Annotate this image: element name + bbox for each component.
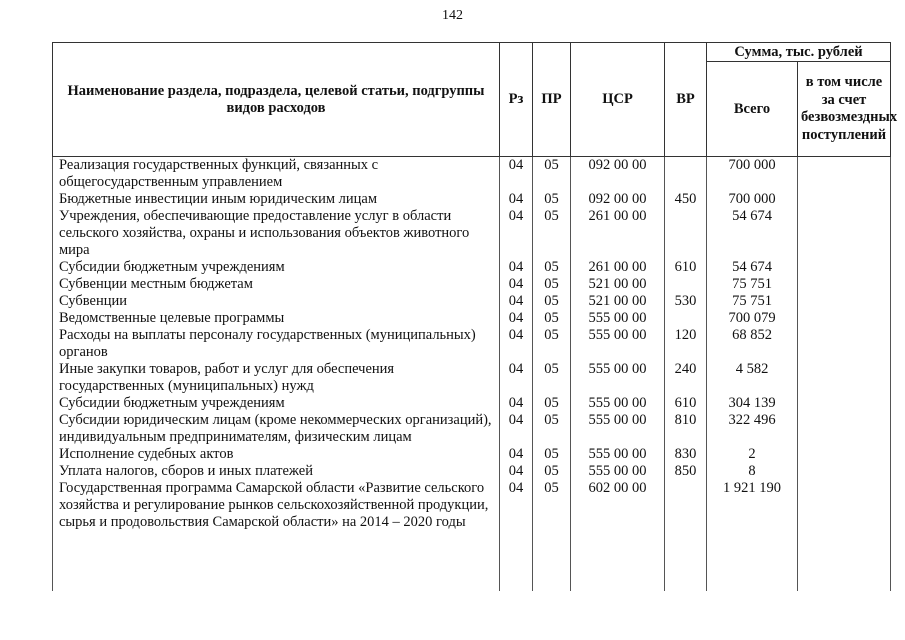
row-name: Субвенции — [53, 293, 500, 310]
row-csr: 555 00 00 — [571, 327, 665, 361]
row-pr: 05 — [533, 208, 571, 259]
row-total: 304 139 — [707, 395, 798, 412]
row-pr: 05 — [533, 327, 571, 361]
row-incl — [798, 463, 891, 480]
row-vr — [665, 157, 707, 192]
row-rz: 04 — [500, 361, 533, 395]
row-pr: 05 — [533, 412, 571, 446]
row-rz: 04 — [500, 293, 533, 310]
row-rz: 04 — [500, 191, 533, 208]
row-vr: 610 — [665, 259, 707, 276]
filler-cell — [665, 531, 707, 591]
row-total: 4 582 — [707, 361, 798, 395]
filler-cell — [571, 531, 665, 591]
header-name: Наименование раздела, подраздела, целевой статьи, подгруппы видов расходов — [53, 43, 500, 157]
header-total: Всего — [707, 62, 798, 157]
row-name: Уплата налогов, сборов и иных платежей — [53, 463, 500, 480]
row-pr: 05 — [533, 310, 571, 327]
table-row — [53, 361, 891, 395]
row-csr: 092 00 00 — [571, 191, 665, 208]
table-row — [53, 310, 891, 327]
row-vr: 610 — [665, 395, 707, 412]
row-rz: 04 — [500, 157, 533, 192]
filler-cell — [798, 531, 891, 591]
row-pr: 05 — [533, 446, 571, 463]
row-total: 54 674 — [707, 208, 798, 259]
row-total: 2 — [707, 446, 798, 463]
row-name: Ведомственные целевые программы — [53, 310, 500, 327]
row-total: 1 921 190 — [707, 480, 798, 531]
row-vr: 830 — [665, 446, 707, 463]
header-incl: в том числе за счет безвозмездных поступлений — [798, 62, 891, 157]
table-row — [53, 276, 891, 293]
table-row — [53, 327, 891, 361]
row-total: 8 — [707, 463, 798, 480]
row-rz: 04 — [500, 327, 533, 361]
row-pr: 05 — [533, 480, 571, 531]
filler-cell — [53, 531, 500, 591]
row-rz: 04 — [500, 480, 533, 531]
row-name: Расходы на выплаты персоналу государственных (муниципальных) органов — [53, 327, 500, 361]
row-rz: 04 — [500, 412, 533, 446]
table-row — [53, 293, 891, 310]
row-total: 54 674 — [707, 259, 798, 276]
row-name: Иные закупки товаров, работ и услуг для обеспечения государственных (муниципальных) нужд — [53, 361, 500, 395]
row-total: 68 852 — [707, 327, 798, 361]
table-row — [53, 259, 891, 276]
row-incl — [798, 395, 891, 412]
row-name: Субсидии юридическим лицам (кроме некоммерческих организаций), индивидуальным предпринимателям, физическим лицам — [53, 412, 500, 446]
row-incl — [798, 310, 891, 327]
row-csr: 555 00 00 — [571, 463, 665, 480]
row-csr: 555 00 00 — [571, 395, 665, 412]
row-name: Субсидии бюджетным учреждениям — [53, 395, 500, 412]
row-csr: 555 00 00 — [571, 412, 665, 446]
row-total: 322 496 — [707, 412, 798, 446]
row-incl — [798, 191, 891, 208]
header-pr: ПР — [533, 43, 571, 157]
table-filler-row — [53, 531, 891, 591]
filler-cell — [707, 531, 798, 591]
table-row — [53, 208, 891, 259]
row-name: Бюджетные инвестиции иным юридическим лицам — [53, 191, 500, 208]
table-header — [53, 43, 898, 157]
row-name: Субвенции местным бюджетам — [53, 276, 500, 293]
row-incl — [798, 327, 891, 361]
row-rz: 04 — [500, 276, 533, 293]
row-vr: 810 — [665, 412, 707, 446]
row-total: 700 000 — [707, 191, 798, 208]
row-rz: 04 — [500, 446, 533, 463]
row-incl — [798, 157, 891, 192]
table-row — [53, 412, 891, 446]
page-number: 142 — [442, 8, 463, 23]
row-vr: 450 — [665, 191, 707, 208]
row-vr — [665, 480, 707, 531]
budget-table — [52, 42, 898, 591]
row-incl — [798, 480, 891, 531]
header-sum-group: Сумма, тыс. рублей — [707, 43, 891, 62]
row-total: 75 751 — [707, 276, 798, 293]
row-pr: 05 — [533, 157, 571, 192]
row-pr: 05 — [533, 463, 571, 480]
row-name: Субсидии бюджетным учреждениям — [53, 259, 500, 276]
row-vr: 530 — [665, 293, 707, 310]
row-name: Исполнение судебных актов — [53, 446, 500, 463]
table-row — [53, 463, 891, 480]
row-csr: 555 00 00 — [571, 446, 665, 463]
row-csr: 555 00 00 — [571, 361, 665, 395]
table-row — [53, 446, 891, 463]
row-csr: 092 00 00 — [571, 157, 665, 192]
row-incl — [798, 259, 891, 276]
row-csr: 555 00 00 — [571, 310, 665, 327]
row-vr: 240 — [665, 361, 707, 395]
row-incl — [798, 208, 891, 259]
table-row — [53, 480, 891, 531]
row-name: Государственная программа Самарской области «Развитие сельского хозяйства и регулирование рынков сельскохозяйственной продукции, сырья и продовольствия Самарской области» на 2014 – 2020 годы — [53, 480, 500, 531]
row-pr: 05 — [533, 259, 571, 276]
table-row — [53, 157, 891, 192]
header-vr: ВР — [665, 43, 707, 157]
row-total: 700 079 — [707, 310, 798, 327]
row-vr — [665, 208, 707, 259]
row-csr: 521 00 00 — [571, 276, 665, 293]
header-rz: Рз — [500, 43, 533, 157]
row-rz: 04 — [500, 310, 533, 327]
row-csr: 261 00 00 — [571, 259, 665, 276]
row-pr: 05 — [533, 191, 571, 208]
row-incl — [798, 276, 891, 293]
row-incl — [798, 446, 891, 463]
header-csr: ЦСР — [571, 43, 665, 157]
row-incl — [798, 412, 891, 446]
filler-cell — [500, 531, 533, 591]
row-csr: 521 00 00 — [571, 293, 665, 310]
row-name: Реализация государственных функций, связанных с общегосударственным управлением — [53, 157, 500, 192]
row-pr: 05 — [533, 293, 571, 310]
row-pr: 05 — [533, 276, 571, 293]
row-rz: 04 — [500, 259, 533, 276]
table-body — [53, 157, 891, 592]
filler-cell — [533, 531, 571, 591]
row-total: 75 751 — [707, 293, 798, 310]
row-csr: 261 00 00 — [571, 208, 665, 259]
row-vr: 120 — [665, 327, 707, 361]
row-total: 700 000 — [707, 157, 798, 192]
row-incl — [798, 293, 891, 310]
table-row — [53, 191, 891, 208]
row-csr: 602 00 00 — [571, 480, 665, 531]
row-rz: 04 — [500, 395, 533, 412]
row-rz: 04 — [500, 208, 533, 259]
row-vr — [665, 276, 707, 293]
row-name: Учреждения, обеспечивающие предоставление услуг в области сельского хозяйства, охраны и использования объектов животного мира — [53, 208, 500, 259]
row-incl — [798, 361, 891, 395]
row-pr: 05 — [533, 395, 571, 412]
row-pr: 05 — [533, 361, 571, 395]
row-vr: 850 — [665, 463, 707, 480]
table-row — [53, 395, 891, 412]
row-rz: 04 — [500, 463, 533, 480]
row-vr — [665, 310, 707, 327]
